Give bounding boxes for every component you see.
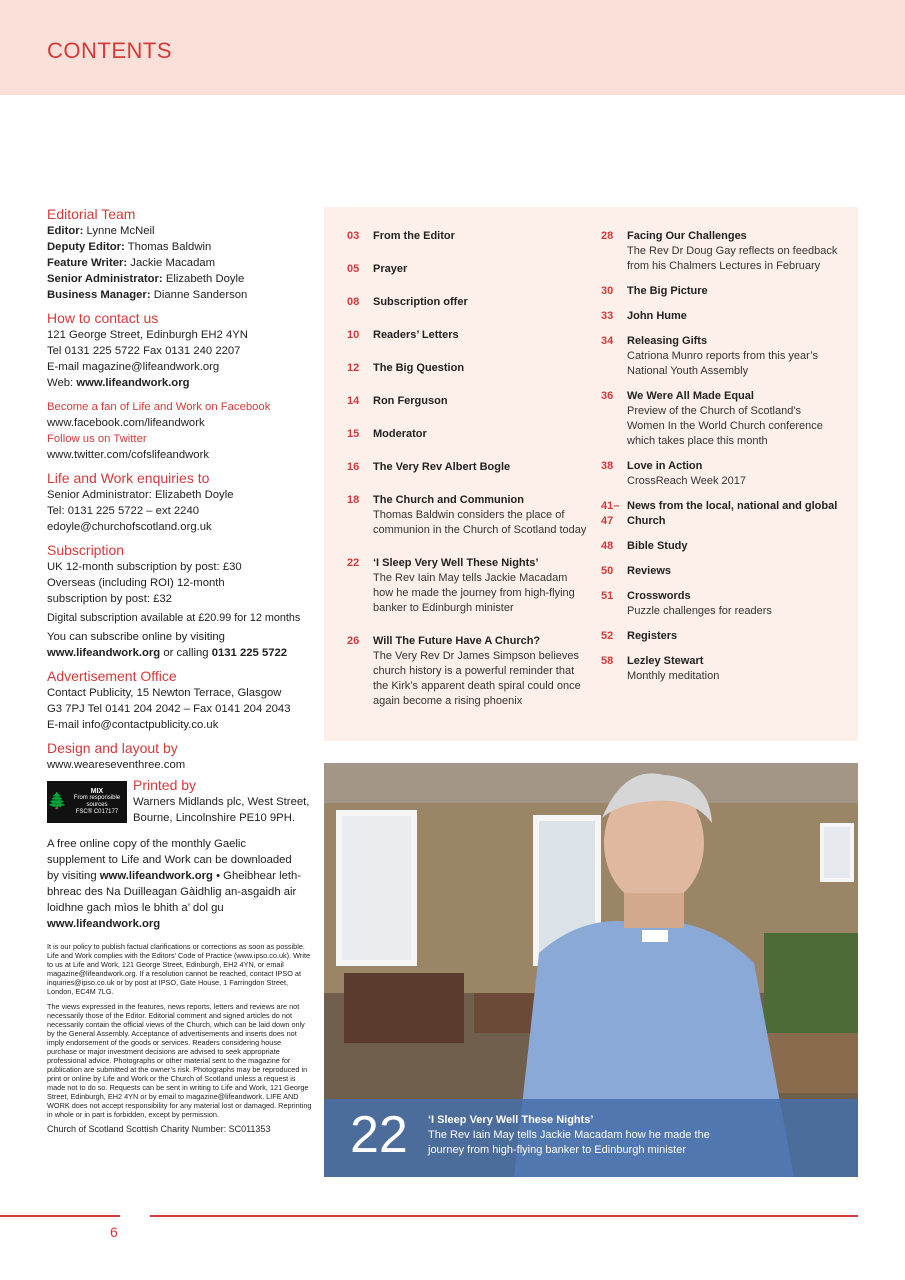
web-line: Web: www.lifeandwork.org — [47, 377, 190, 389]
toc-description: Puzzle challenges for readers — [627, 605, 772, 617]
design-heading: Design and layout by — [47, 740, 178, 756]
toc-page-number: 34 — [601, 335, 614, 347]
senior-line: Senior Administrator: Elizabeth Doyle — [47, 273, 245, 285]
policy-text-1: It is our policy to publish factual clarifications or corrections as soon as possible. Life and Work complies with the Editors’ Code of Practice (www.ipso.co.uk). Write to us at Life and Work, 121 George Street, Edinburgh, EH2 4YN, or email magazine@lifeandwork.org. If a resolution cannot be reached, contact IPSO at inquiries@ipso.co.uk or by post at IPSO, Gate House, 1 Farringdon Street, London, EC4M 7LG. — [47, 942, 311, 996]
sub-line-5: You can subscribe online by visiting — [47, 631, 225, 643]
feature-caption[interactable] — [324, 1099, 858, 1177]
toc-page-number: 14 — [347, 395, 360, 407]
toc-description: Preview of the Church of Scotland’s Women In the World Church conference which takes place this month — [627, 405, 823, 447]
toc-page-number: 15 — [347, 428, 360, 440]
facebook-label: Become a fan of Life and Work on Facebook — [47, 401, 271, 413]
enquiries-line-1: Senior Administrator: Elizabeth Doyle — [47, 489, 234, 501]
telephone: Tel 0131 225 5722 Fax 0131 240 2207 — [47, 345, 241, 357]
toc-item[interactable] — [601, 334, 841, 379]
toc-description: The Very Rev Dr James Simpson believes church history is a powerful reminder that the Kirk’s apparent death spiral could once again become a rising phoenix — [373, 650, 581, 707]
page-title: CONTENTS — [47, 38, 172, 63]
toc-item[interactable] — [601, 309, 841, 324]
header-band — [0, 0, 905, 95]
gaelic-note: A free online copy of the monthly Gaelic supplement to Life and Work can be downloaded by visiting www.lifeandwork.org • Gheibhear leth-bhreac des Na Duilleagan Gàidhlig an-asgaidh air loidhne gach mìos le bhith a’ dol gu www.lifeandwork.org — [47, 838, 302, 930]
toc-item[interactable] — [601, 654, 841, 684]
printed-heading: Printed by — [133, 777, 197, 793]
toc-page-number: 38 — [601, 460, 614, 472]
toc-page-number: 10 — [347, 329, 360, 341]
printed-row — [47, 777, 312, 826]
contact-heading: How to contact us — [47, 310, 159, 326]
enquiries-heading: Life and Work enquiries to — [47, 470, 210, 486]
caption-desc: The Rev Iain May tells Jackie Macadam how he made the journey from high-flying banker to Edinburgh minister — [428, 1129, 710, 1156]
toc-title: Lezley Stewart — [627, 655, 704, 667]
toc-title: Ron Ferguson — [373, 395, 448, 407]
toc-item[interactable] — [601, 629, 841, 644]
toc-item[interactable] — [347, 361, 587, 376]
table-of-contents — [324, 207, 858, 741]
toc-description: CrossReach Week 2017 — [627, 475, 747, 487]
toc-title: Readers’ Letters — [373, 329, 459, 341]
sub-line-1: UK 12-month subscription by post: £30 — [47, 561, 242, 573]
toc-title: Releasing Gifts — [627, 335, 708, 347]
toc-page-number: 16 — [347, 461, 360, 473]
toc-title: We Were All Made Equal — [627, 390, 754, 402]
feature-photo — [324, 763, 858, 1177]
toc-column-2 — [601, 229, 841, 694]
toc-description: Thomas Baldwin considers the place of communion in the Church of Scotland today — [373, 509, 587, 536]
toc-title: Prayer — [373, 263, 408, 275]
toc-item[interactable] — [347, 460, 587, 475]
feature-line: Feature Writer: Jackie Macadam — [47, 257, 216, 269]
toc-page-number: 12 — [347, 362, 360, 374]
toc-title: The Big Picture — [627, 285, 708, 297]
toc-item[interactable] — [601, 229, 841, 274]
deputy-line: Deputy Editor: Thomas Baldwin — [47, 241, 212, 253]
adv-line-2: G3 7PJ Tel 0141 204 2042 – Fax 0141 204 2043 — [47, 703, 291, 715]
toc-title: Moderator — [373, 428, 427, 440]
toc-item[interactable] — [601, 459, 841, 489]
toc-item[interactable] — [347, 328, 587, 343]
toc-page-number: 26 — [347, 635, 360, 647]
adv-email[interactable]: E-mail info@contactpublicity.co.uk — [47, 719, 219, 731]
tree-icon: 🌲 — [47, 793, 67, 810]
fsc-logo: 🌲 MIX From responsible sources FSC® C017177 — [47, 781, 127, 823]
toc-page-number: 36 — [601, 390, 614, 402]
toc-title: ‘I Sleep Very Well These Nights’ — [373, 557, 539, 569]
toc-page-number: 48 — [601, 540, 614, 552]
toc-item[interactable] — [347, 427, 587, 442]
toc-item[interactable] — [601, 284, 841, 299]
address: 121 George Street, Edinburgh EH2 4YN — [47, 329, 248, 341]
toc-item[interactable] — [347, 262, 587, 277]
toc-page-number: 58 — [601, 655, 614, 667]
editor-line: Editor: Lynne McNeil — [47, 225, 155, 237]
toc-item[interactable] — [347, 295, 587, 310]
toc-item[interactable] — [347, 229, 587, 244]
sub-line-2: Overseas (including ROI) 12-month — [47, 577, 225, 589]
toc-description: The Rev Dr Doug Gay reflects on feedback from his Chalmers Lectures in February — [627, 245, 838, 272]
sub-web-link[interactable]: www.lifeandwork.org — [47, 647, 161, 659]
toc-page-number: 30 — [601, 285, 614, 297]
email[interactable]: E-mail magazine@lifeandwork.org — [47, 361, 220, 373]
masthead — [47, 205, 312, 1135]
toc-title: John Hume — [627, 310, 687, 322]
toc-item[interactable] — [601, 589, 841, 619]
toc-description: Catriona Munro reports from this year’s National Youth Assembly — [627, 350, 818, 377]
toc-title: Crosswords — [627, 590, 691, 602]
toc-page-number: 33 — [601, 310, 614, 322]
toc-item[interactable] — [347, 556, 587, 616]
toc-item[interactable] — [601, 539, 841, 554]
footer-rule-right — [150, 1215, 858, 1217]
toc-title: Will The Future Have A Church? — [373, 635, 541, 647]
subscription-heading: Subscription — [47, 542, 125, 558]
toc-title: Facing Our Challenges — [627, 230, 747, 242]
business-line: Business Manager: Dianne Sanderson — [47, 289, 248, 301]
toc-title: Registers — [627, 630, 678, 642]
toc-title: Bible Study — [627, 540, 688, 552]
printed-text: Warners Midlands plc, West Street, Bourne, Lincolnshire PE10 9PH. — [133, 796, 310, 824]
footer-rule-left — [0, 1215, 120, 1217]
toc-item[interactable] — [601, 499, 841, 529]
toc-page-number: 51 — [601, 590, 614, 602]
toc-title: News from the local, national and global Church — [627, 500, 838, 527]
web-link[interactable]: www.lifeandwork.org — [76, 377, 190, 389]
toc-page-number: 41–47 — [601, 500, 620, 527]
design-link[interactable]: www.weareseventhree.com — [47, 759, 186, 771]
twitter-link[interactable]: www.twitter.com/cofslifeandwork — [47, 449, 209, 461]
toc-column-1 — [347, 229, 587, 727]
charity-number: Church of Scotland Scottish Charity Number: SC011353 — [47, 1124, 271, 1134]
sub-line-4: Digital subscription available at £20.99 for 12 months — [47, 612, 301, 624]
sub-line-6: www.lifeandwork.org or calling 0131 225 5722 — [47, 647, 288, 659]
facebook-link[interactable]: www.facebook.com/lifeandwork — [47, 417, 205, 429]
toc-title: From the Editor — [373, 230, 455, 242]
toc-page-number: 50 — [601, 565, 614, 577]
toc-item[interactable] — [601, 389, 841, 449]
toc-title: The Church and Communion — [373, 494, 524, 506]
toc-item[interactable] — [347, 493, 587, 538]
enquiries-line-2: Tel: 0131 225 5722 – ext 2240 — [47, 505, 200, 517]
toc-description: The Rev Iain May tells Jackie Macadam how he made the journey from high-flying banker to Edinburgh minister — [373, 572, 575, 614]
toc-title: Subscription offer — [373, 296, 468, 308]
toc-item[interactable] — [347, 394, 587, 409]
adv-line-1: Contact Publicity, 15 Newton Terrace, Glasgow — [47, 687, 282, 699]
toc-page-number: 05 — [347, 263, 360, 275]
toc-title: The Very Rev Albert Bogle — [373, 461, 511, 473]
caption-number: 22 — [350, 1106, 408, 1164]
toc-item[interactable] — [601, 564, 841, 579]
page-number: 6 — [110, 1224, 118, 1240]
toc-page-number: 22 — [347, 557, 360, 569]
sub-line-3: subscription by post: £32 — [47, 593, 172, 605]
toc-description: Monthly meditation — [627, 670, 720, 682]
enquiries-email[interactable]: edoyle@churchofscotland.org.uk — [47, 521, 212, 533]
toc-title: Reviews — [627, 565, 672, 577]
toc-page-number: 03 — [347, 230, 360, 242]
twitter-label: Follow us on Twitter — [47, 433, 147, 445]
toc-page-number: 18 — [347, 494, 360, 506]
editorial-team-heading: Editorial Team — [47, 206, 136, 222]
caption-title: ‘I Sleep Very Well These Nights’ — [428, 1114, 594, 1126]
toc-title: Love in Action — [627, 460, 703, 472]
toc-item[interactable] — [347, 634, 587, 709]
toc-page-number: 08 — [347, 296, 360, 308]
policy-text-2: The views expressed in the features, news reports, letters and reviews are not necessarily those of the Editor. Editorial comment and signed articles do not necessarily contain the official views of the Church, which can be laid down only by the General Assembly. Acceptance of advertisements and inserts does not imply endorsement of the goods or services. Readers considering house purchase or major investment decisions are advised to seek appropriate professional advice. Photographs or other material sent to the magazine for publication are submitted at the owner’s risk. Photographs may be reproduced in print or online by Life and Work or the Church of Scotland unless a request is made not to do so. Requests can be sent in writing to Life and Work, 121 George Street, Edinburgh, EH2 4YN or by email to magazine@lifeandwork. LIFE AND WORK does not accept responsibility for any material lost or damaged. Reprinting in whole or in part is forbidden, except by permission. — [47, 1002, 312, 1119]
toc-title: The Big Question — [373, 362, 465, 374]
toc-page-number: 52 — [601, 630, 614, 642]
toc-page-number: 28 — [601, 230, 614, 242]
advertisement-heading: Advertisement Office — [47, 668, 177, 684]
